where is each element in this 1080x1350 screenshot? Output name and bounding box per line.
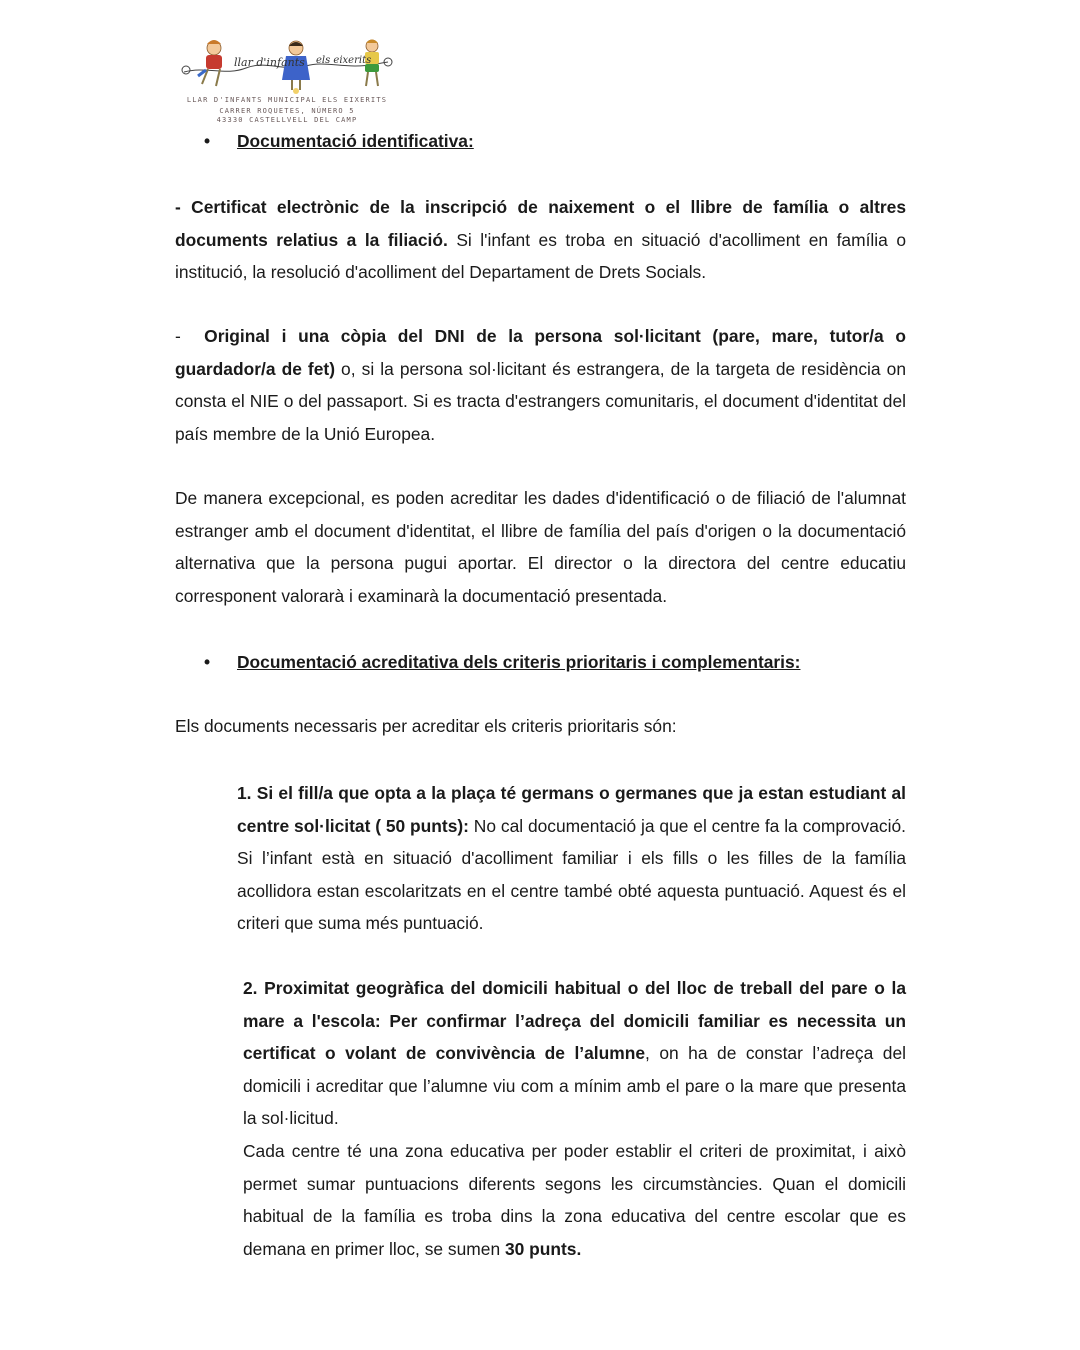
- paragraph-bold-text: Original i una còpia del DNI de la persona sol·licitant (pare, mare, tutor/a o guardador/a de fet): [175, 326, 906, 379]
- section-heading-text: Documentació identificativa:: [237, 131, 474, 151]
- paragraph-intro-criteris: Els documents necessaris per acreditar els criteris prioritaris són:: [175, 716, 677, 736]
- bullet-icon: •: [204, 131, 211, 151]
- logo-address-street: CARRER ROQUETES, NÚMERO 5: [219, 107, 355, 115]
- criterion-text: Cada centre té una zona educativa per poder establir el criteri de proximitat, i això permet sumar puntuacions diferents segons les circumstàncies. Quan el domicili habitual de la família es troba dins la zona educativa del centre escolar que es demana en primer lloc, se sumen: [243, 1141, 906, 1259]
- criterion-1: [237, 777, 906, 940]
- school-logo: [176, 36, 398, 132]
- bullet-icon: •: [204, 652, 211, 672]
- criterion-text: , on ha de constar l’adreça del domicili i acreditar que l’alumne viu com a mínim amb el pare o la mare que presenta la sol·licitud.: [243, 1043, 906, 1128]
- criterion-2: [243, 972, 906, 1135]
- criterion-bold-text: 1. Si el fill/a que opta a la plaça té germans o germanes que ja estan estudiant al centre sol·licitat ( 50 punts):: [237, 783, 906, 836]
- paragraph-excepcional: De manera excepcional, es poden acreditar les dades d'identificació o de filiació de l'alumnat estranger amb el document d'identitat, el llibre de família del país d'origen o la documentació alternativa que la persona pugui aportar. El director o la directora del centre educatiu corresponent valorarà i examinarà la documentació presentada.: [175, 488, 906, 606]
- paragraph-dni: - Original i una còpia del DNI de la persona sol·licitant (pare, mare, tutor/a o guardador/a de fet) o, si la persona sol·licitant és estrangera, de la targeta de residència on consta el NIE o del passaport. Si es tracta d'estrangers comunitaris, el document d'identitat del país membre de la Unió Europea.: [175, 326, 906, 444]
- criterion-2-detail: [243, 1135, 906, 1265]
- section-heading-text: Documentació acreditativa dels criteris prioritaris i complementaris:: [237, 652, 801, 672]
- child-figure-red-icon: [198, 40, 222, 86]
- logo-illustration: [176, 36, 398, 96]
- paragraph-bold-text: - Certificat electrònic de la inscripció de naixement o el llibre de família o altres documents relatius a la filiació.: [175, 197, 906, 250]
- criterion-bold-text: 2. Proximitat geogràfica del domicili habitual o del lloc de treball del pare o la mare a l'escola: Per confirmar l’adreça del domicili familiar es necessita un certificat o volant de convivència de l’alumne: [243, 978, 906, 1063]
- logo-script: llar d'infants: [234, 56, 305, 69]
- paragraph-certificat: [175, 191, 906, 289]
- logo-address-city: 43330 CASTELLVELL DEL CAMP: [216, 116, 358, 124]
- criterion-text: No cal documentació ja que el centre fa la comprovació. Si l’infant està en situació d'acolliment familiar i els fills o les filles de la família acollidora estan escolaritzats en el centre també obté aquesta puntuació. Aquest és el criteri que suma més puntuació.: [237, 815, 906, 933]
- logo-school-name: LLAR D'INFANTS MUNICIPAL ELS EIXERITS: [186, 96, 388, 104]
- paragraph-text: Si l'infant es troba en situació d'acolliment en família o institució, la resolució d'acolliment del Departament de Drets Socials.: [175, 229, 907, 282]
- paragraph-text: o, si la persona sol·licitant és estrangera, de la targeta de residència on consta el NIE o del passaport. Si es tracta d'estrangers comunitaris, el document d'identitat del país membre de la Unió Europea.: [175, 358, 906, 444]
- svg-text:els eixerits: els eixerits: [316, 55, 372, 66]
- points-value: 30 punts.: [504, 1238, 582, 1259]
